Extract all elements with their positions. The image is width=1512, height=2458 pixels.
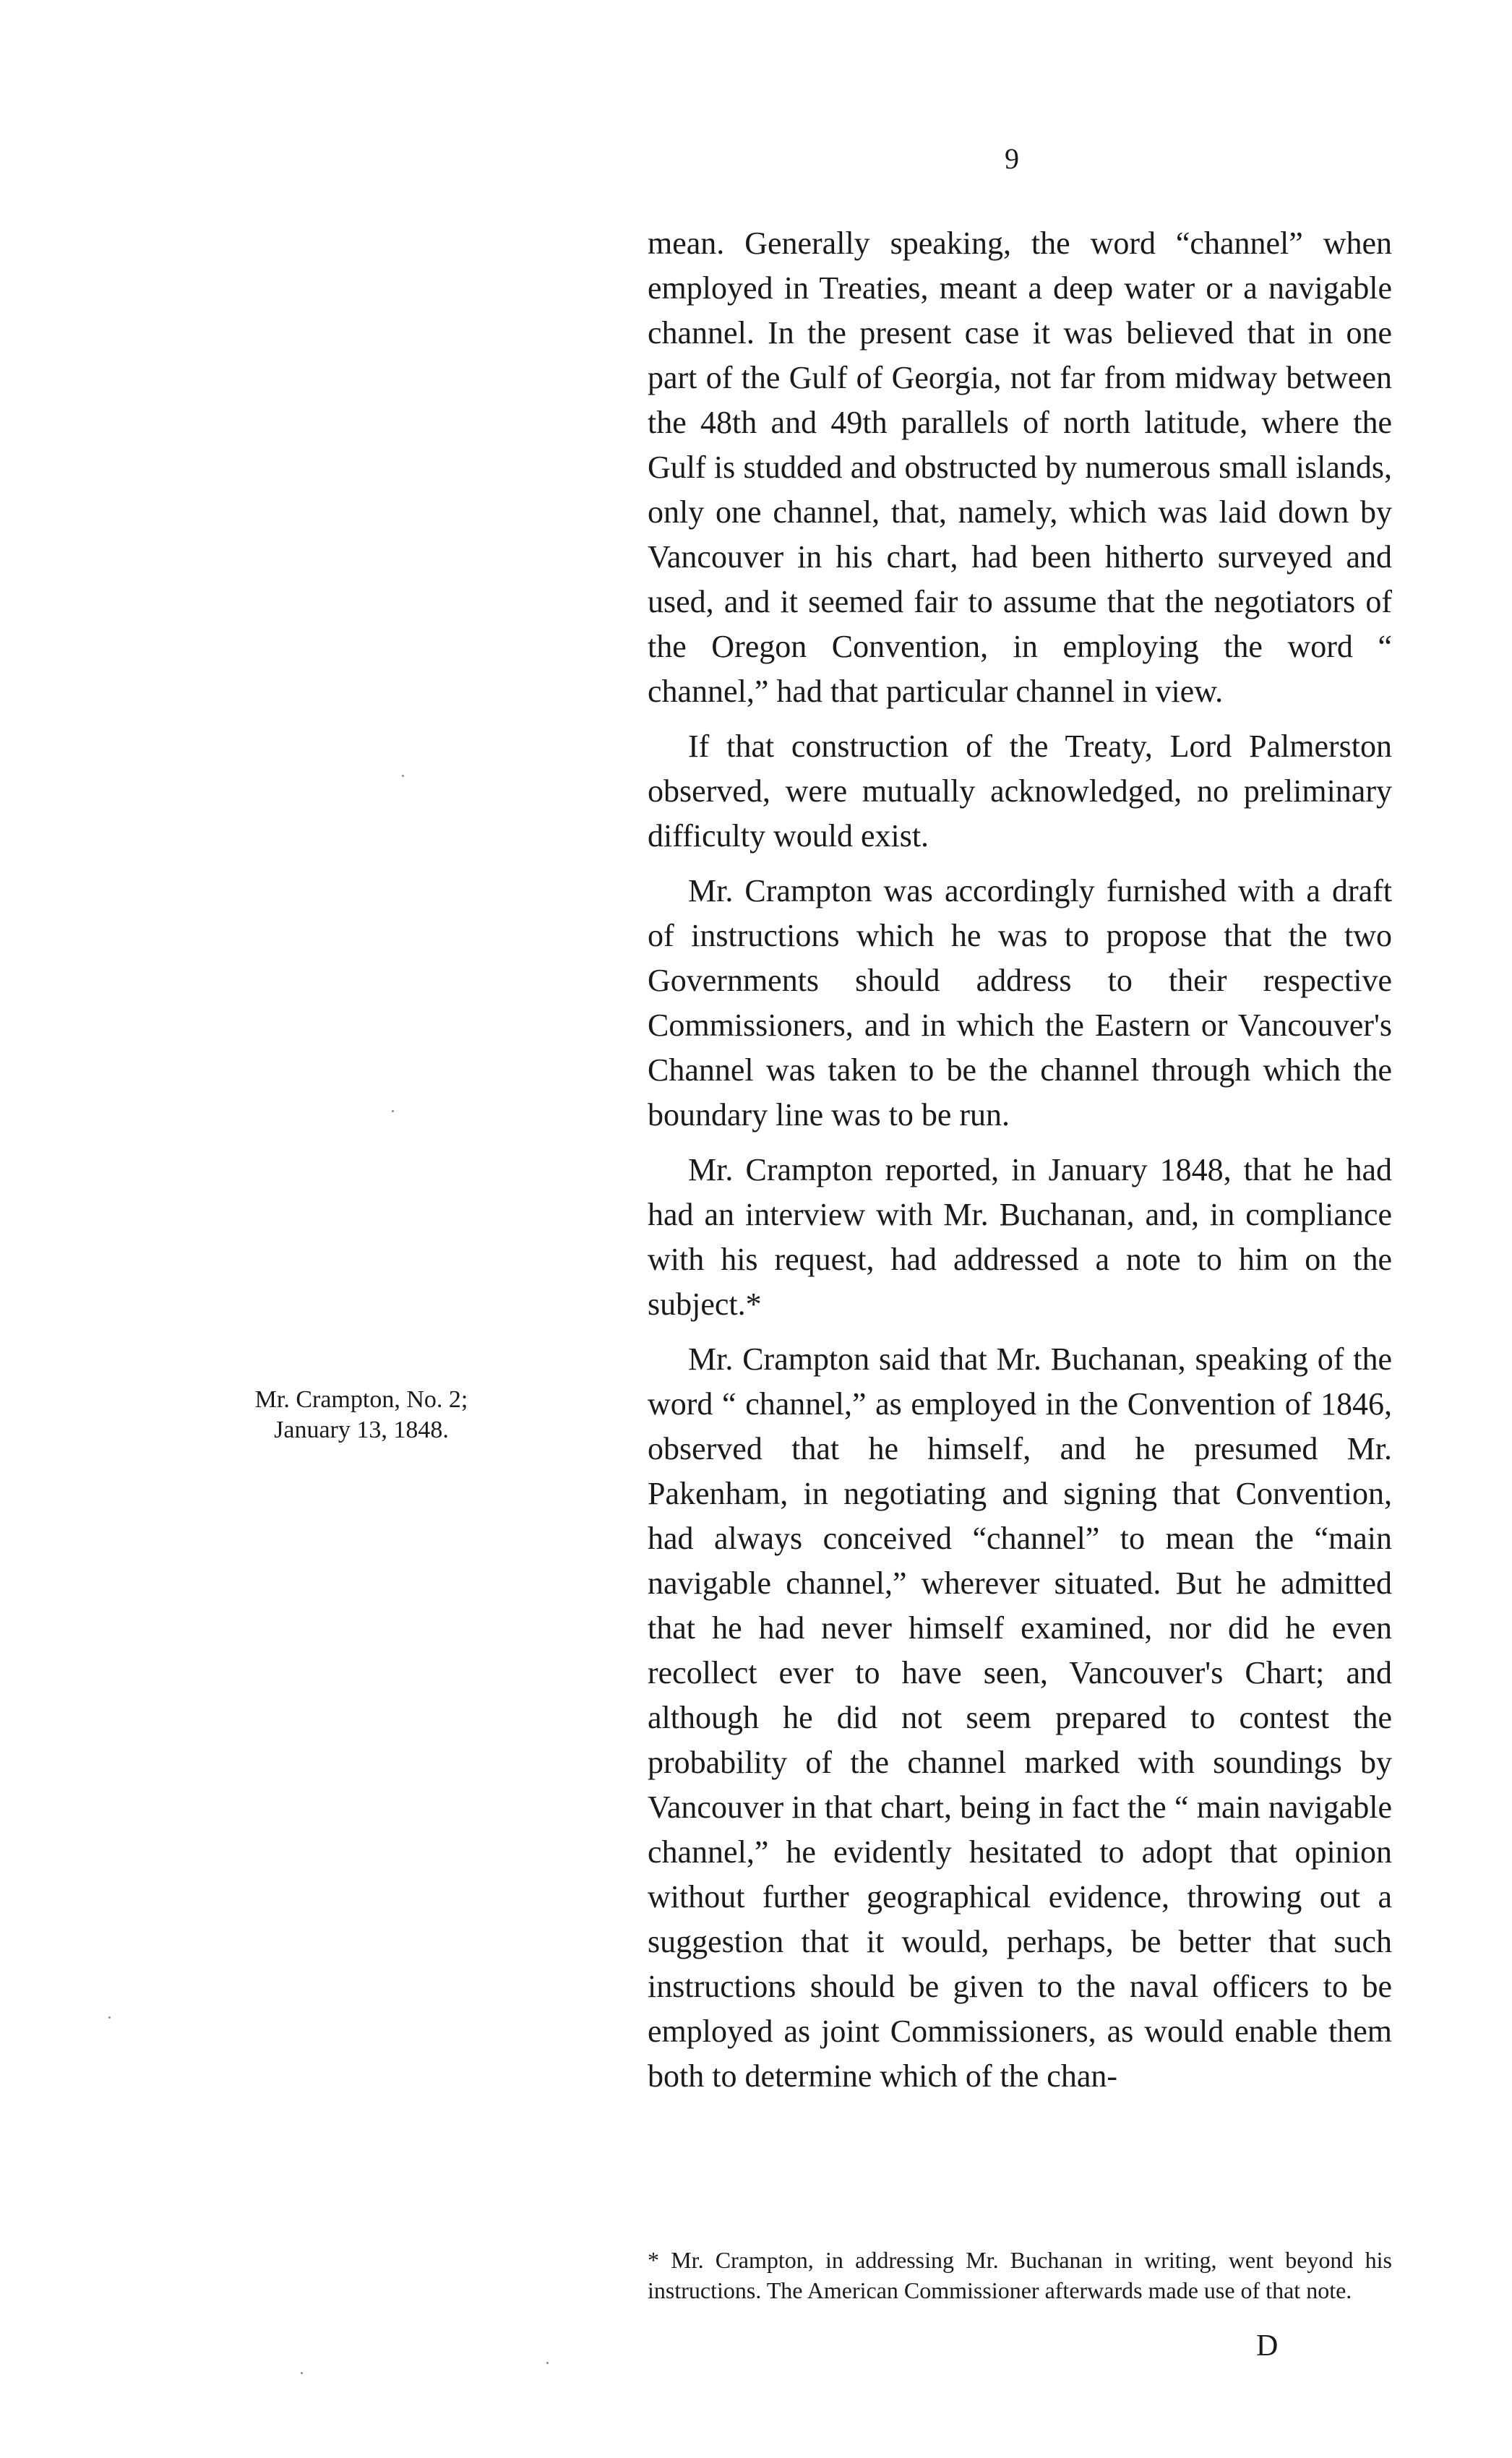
page-number: 9: [1005, 142, 1019, 175]
margin-note-line-1: Mr. Crampton, No. 2;: [254, 1386, 468, 1413]
scan-speck: [402, 775, 404, 777]
margin-note: [217, 1385, 506, 1445]
scan-speck: [546, 2362, 549, 2364]
scan-speck: [108, 2016, 111, 2019]
body-text: [648, 221, 1392, 2109]
scan-speck: [392, 1110, 394, 1112]
paragraph-4: Mr. Crampton reported, in January 1848, that he had had an interview with Mr. Buchanan, and, in compliance with his request, had addressed a note to him on the subject.*: [648, 1152, 1392, 1322]
paragraph-5: Mr. Crampton said that Mr. Buchanan, speaking of the word “ channel,” as employed in the Convention of 1846, observed that he himself, and he presumed Mr. Pakenham, in negotiating and signing that Convention, had always conceived “channel” to mean the “main navigable channel,” wherever situated. But he admitted that he had never himself examined, nor did he even recollect ever to have seen, Vancouver's Chart; and although he did not seem prepared to contest the probability of the channel marked with soundings by Vancouver in that chart, being in fact the “ main navigable channel,” he evidently hesitated to adopt that opinion without further geographical evidence, throwing out a suggestion that it would, perhaps, be better that such instructions should be given to the naval officers to be employed as joint Commissioners, as would enable them both to determine which of the chan-: [648, 1341, 1392, 2094]
footnote: * Mr. Crampton, in addressing Mr. Buchanan in writing, went beyond his instructions. The American Commissioner afterwards made use of that note.: [648, 2247, 1392, 2303]
paragraph-3: Mr. Crampton was accordingly furnished with a draft of instructions which he was to propose that the two Governments should address to their respective Commissioners, and in which the Eastern or Vancouver's Channel was taken to be the channel through which the boundary line was to be run.: [648, 873, 1392, 1133]
scan-speck: [301, 2372, 303, 2374]
margin-note-line-2: January 13, 1848.: [274, 1417, 449, 1443]
paragraph-2: If that construction of the Treaty, Lord Palmerston observed, were mutually acknowledged, no preliminary difficulty would exist.: [648, 729, 1392, 854]
signature-mark: D: [1256, 2329, 1279, 2363]
paragraph-1: mean. Generally speaking, the word “channel” when employed in Treaties, meant a deep water or a navigable channel. In the present case it was believed that in one part of the Gulf of Georgia, not far from midway between the 48th and 49th parallels of north latitude, where the Gulf is studded and obstructed by numerous small islands, only one channel, that, namely, which was laid down by Vancouver in his chart, had been hitherto surveyed and used, and it seemed fair to assume that the negotiators of the Oregon Convention, in employing the word “ channel,” had that particular channel in view.: [648, 225, 1392, 709]
